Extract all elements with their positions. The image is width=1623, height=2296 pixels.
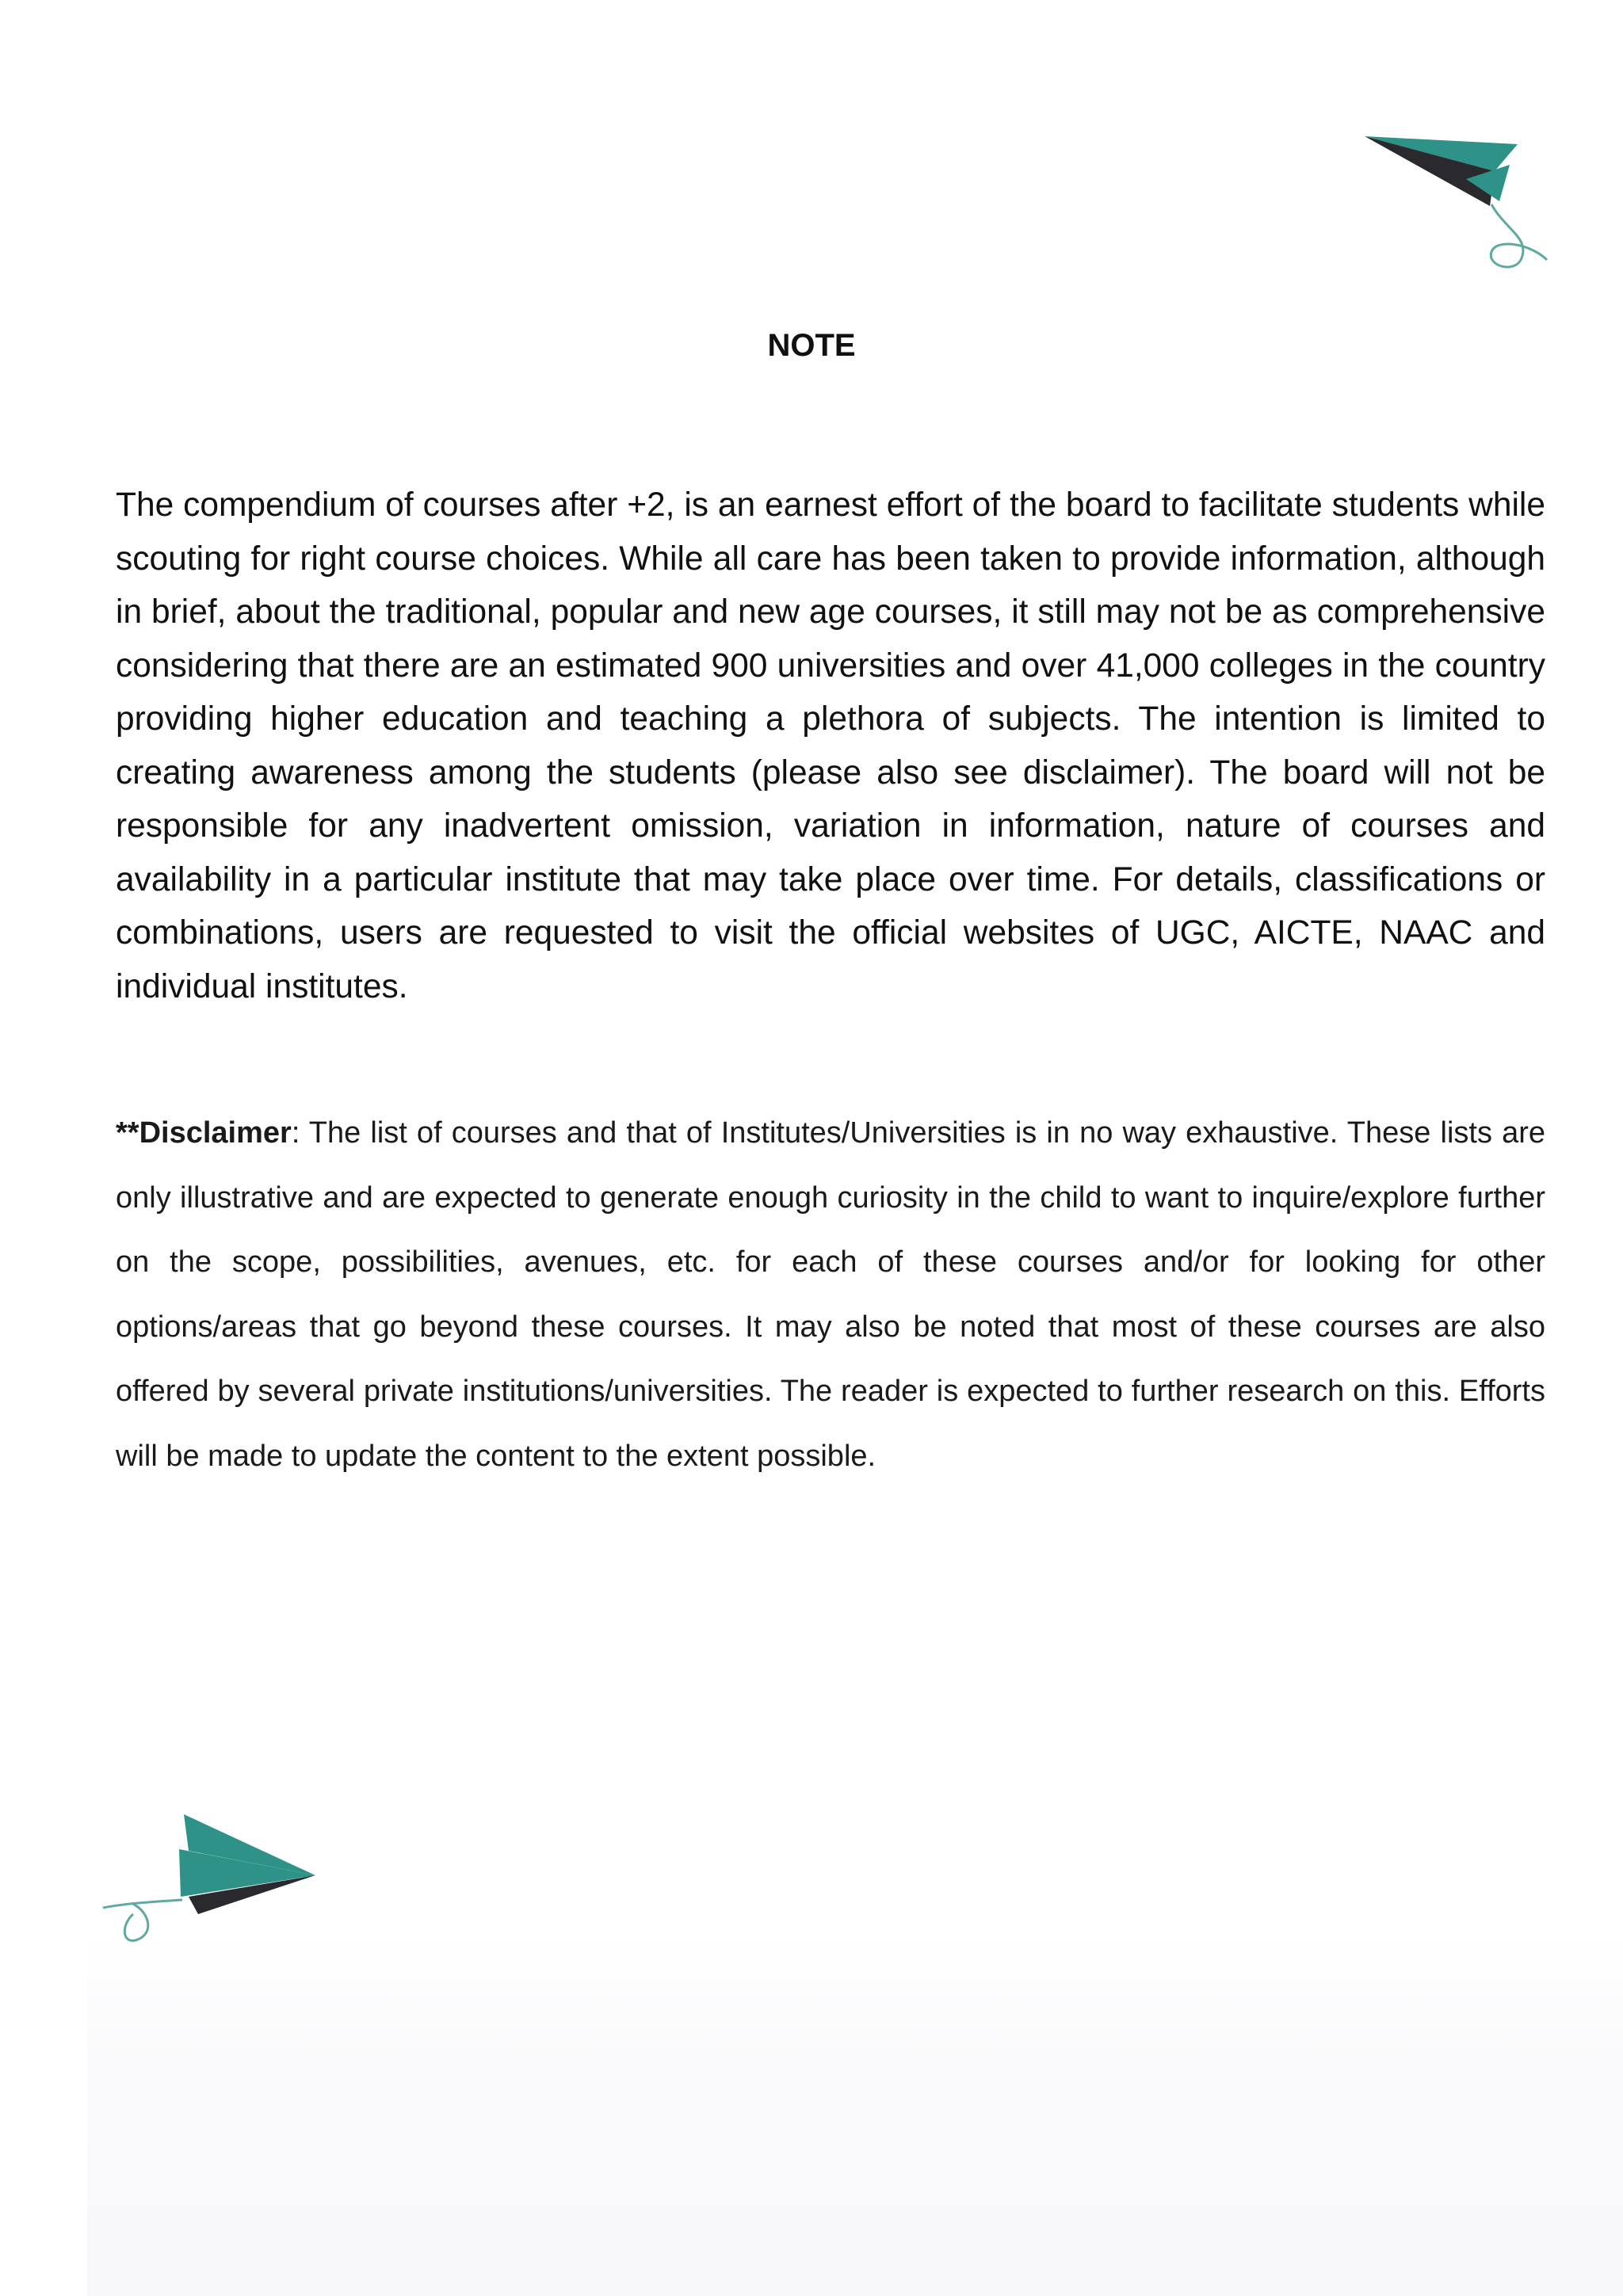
paper-plane-bottom-icon (87, 1814, 333, 1989)
paper-plane-top-icon (1347, 119, 1553, 277)
note-paragraph: The compendium of courses after +2, is an earnest effort of the board to facilitate students while scouting for right course choices. While all care has been taken to provide information, although in brief, about the traditional, popular and new age courses, it still may not be as comprehensive considering that there are an estimated 900 universities and over 41,000 colleges in the country providing higher education and teaching a plethora of subjects. The intention is limited to creating awareness among the students (please also see disclaimer). The board will not be responsible for any inadvertent omission, variation in information, nature of courses and availability in a particular institute that may take place over time. For details, classifications or combinations, users are requested to visit the official websites of UGC, AICTE, NAAC and individual institutes. (116, 486, 1545, 1005)
disclaimer-paragraph (116, 1101, 1545, 1489)
disclaimer-prefix: ** (116, 1116, 139, 1150)
page-title: NOTE (767, 328, 856, 363)
disclaimer-label: Disclaimer (139, 1116, 292, 1150)
disclaimer-text: : The list of courses and that of Institutes/Universities is in no way exhaustive. These lists are only illustrative and are expected to generate enough curiosity in the child to want to inquire/explore further on the scope, possibilities, avenues, etc. for each of these courses and/or for looking for other options/areas that go beyond these courses. It may also be noted that most of these courses are also offered by several private institutions/universities. The reader is expected to further research on this. Efforts will be made to update the content to the extent possible. (116, 1116, 1545, 1473)
